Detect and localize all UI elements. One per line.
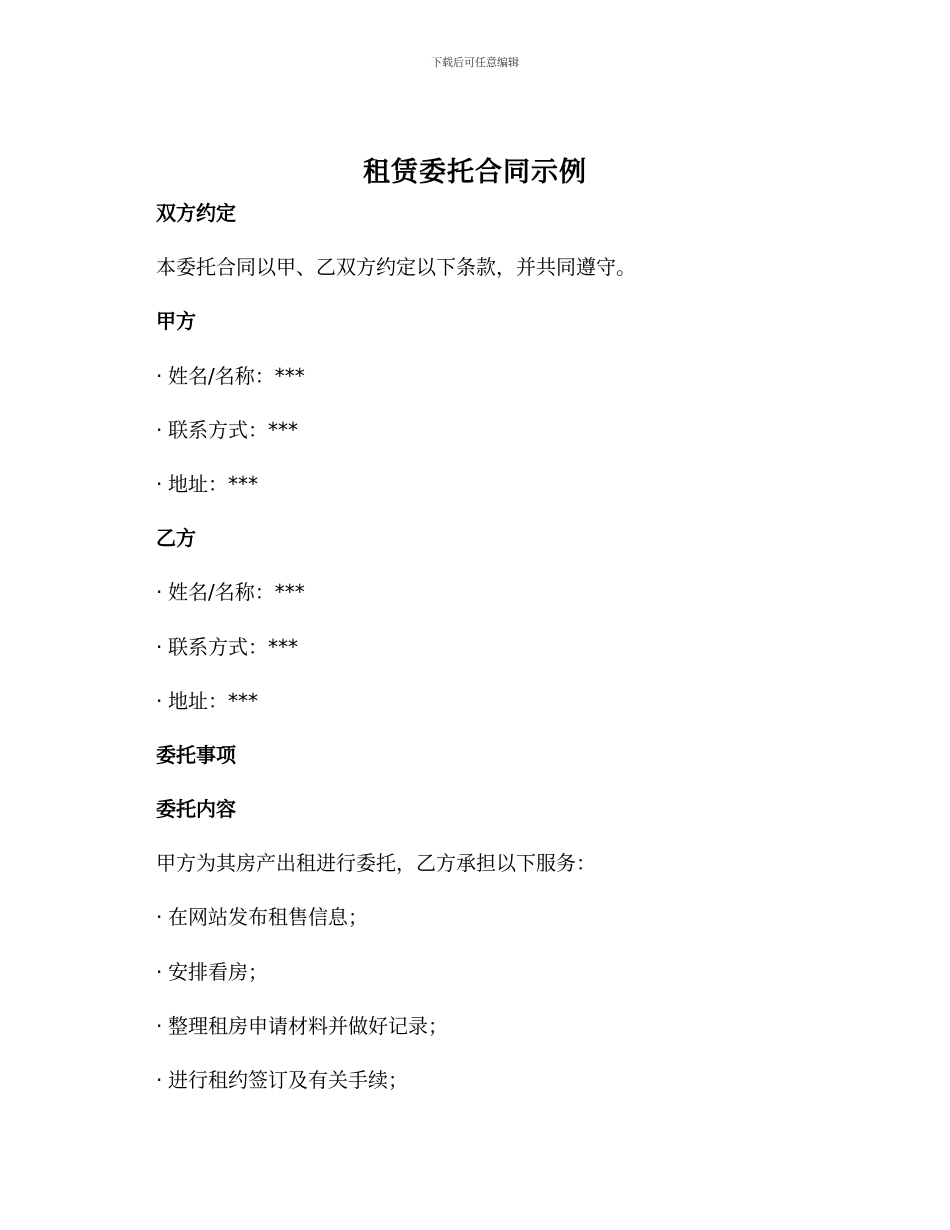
section-heading-party-a: 甲方 [156,309,196,334]
bullet-icon: · [156,905,163,930]
bullet-icon: · [156,959,163,984]
bullet-icon: · [156,580,163,605]
list-item-service-publish [156,902,796,956]
list-item-party-a-name [156,361,796,415]
list-item-party-a-address [156,469,796,523]
bullet-icon: · [156,688,163,713]
document-body [156,198,796,1119]
list-item-text: 地址：*** [168,471,258,496]
list-item-text: 地址：*** [168,688,258,713]
list-item-service-viewing [156,957,796,1011]
list-item-text: 安排看房； [168,959,268,984]
bullet-icon: · [156,1013,163,1038]
list-item-text: 联系方式：*** [168,417,298,442]
section-heading-matters: 委托事项 [156,742,236,767]
bullet-icon: · [156,634,163,659]
section-heading-content: 委托内容 [156,797,236,822]
bullet-icon: · [156,1068,163,1092]
section-heading-party-b: 乙方 [156,526,196,551]
paragraph-content: 甲方为其房产出租进行委托，乙方承担以下服务： [156,851,596,876]
list-item-text: 姓名/名称：*** [168,580,305,605]
list-item-text: 整理租房申请材料并做好记录； [168,1013,448,1038]
list-item-service-signing [156,1065,796,1119]
list-item-party-b-name [156,577,796,631]
list-item-text: 姓名/名称：*** [168,363,305,388]
list-item-text: 进行租约签订及有关手续； [168,1068,408,1092]
list-item-service-records [156,1011,796,1065]
list-item-party-b-contact [156,632,796,686]
document-title: 租赁委托合同示例 [363,157,587,188]
section-heading-agreement: 双方约定 [156,201,236,225]
list-item-text: 联系方式：*** [168,634,298,659]
header-note: 下载后可任意编辑 [431,56,519,69]
list-item-party-a-contact [156,415,796,469]
paragraph-agreement: 本委托合同以甲、乙双方约定以下条款，并共同遵守。 [156,255,636,280]
bullet-icon: · [156,471,163,496]
list-item-party-b-address [156,686,796,740]
list-item-text: 在网站发布租售信息； [168,905,368,930]
bullet-icon: · [156,363,163,388]
bullet-icon: · [156,417,163,442]
